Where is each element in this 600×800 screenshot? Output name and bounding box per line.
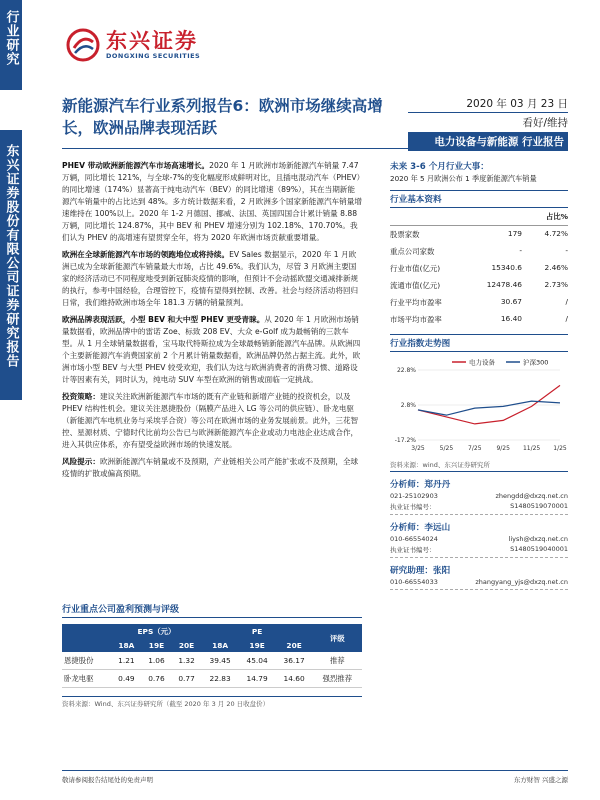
logo-mark-icon <box>66 28 100 62</box>
year-header: 18A <box>111 639 141 652</box>
basic-info-k: 行业平均市盈率 <box>390 298 442 307</box>
basic-info-v1: 16.40 <box>500 314 522 323</box>
paragraph: 风险提示：欧洲新能源汽车销量或不及预期，产业链相关公司产能扩张或不及预期，全球疫情的扩散或偏高预期。 <box>62 457 359 478</box>
basic-info-k: 流通市值(亿元) <box>390 281 441 290</box>
logo-cn: 东兴证券 <box>106 29 198 53</box>
forecast-value: 36.17 <box>276 652 313 670</box>
forecast-value: 14.79 <box>239 670 276 688</box>
col-company <box>62 624 111 652</box>
y-tick-label: -17.2% <box>394 437 416 444</box>
basic-info-row <box>390 243 568 260</box>
analyst-contact <box>390 492 568 500</box>
analyst-block <box>390 521 568 558</box>
basic-info-row <box>390 226 568 243</box>
report-title: 新能源汽车行业系列报告6：欧洲市场继续高增长，欧洲品牌表现活跃 <box>62 97 383 137</box>
header-divider <box>62 148 568 149</box>
basic-info-v2: 2.73% <box>544 280 568 289</box>
x-tick-label: 1/25 <box>553 445 567 452</box>
sidebar-info <box>390 160 568 590</box>
y-tick-label: 2.8% <box>400 402 416 409</box>
table-row <box>62 670 362 688</box>
logo-en: DONGXING SECURITIES <box>106 52 201 60</box>
analyst-name: 研究助理：张阳 <box>390 566 451 576</box>
forecast-value: 0.49 <box>111 670 141 688</box>
analyst-cert-no: S1480519070001 <box>510 502 568 510</box>
basic-info-k: 重点公司家数 <box>390 247 435 256</box>
basic-info-v1: - <box>519 246 522 255</box>
side-label-top: 行业研究 <box>0 0 22 90</box>
series-line-industry <box>418 385 560 424</box>
basic-info-title: 行业基本资料 <box>390 190 568 208</box>
company-logo <box>66 28 200 62</box>
forecast-value: 0.76 <box>141 670 171 688</box>
analyst-cert-label: 执业证书编号： <box>390 503 436 511</box>
basic-info-row <box>390 294 568 311</box>
analyst-name: 分析师：李远山 <box>390 523 451 533</box>
forecast-value: 39.45 <box>202 652 239 670</box>
basic-info-v2: 2.46% <box>544 263 568 272</box>
forecast-table <box>62 624 362 688</box>
report-type: 电力设备与新能源 行业报告 <box>408 132 568 151</box>
company-rating: 强烈推荐 <box>313 670 362 688</box>
basic-info-v2: / <box>565 297 568 306</box>
report-date: 2020 年 03 月 23 日 <box>408 96 568 113</box>
basic-info-k: 股票家数 <box>390 230 420 239</box>
basic-info-k: 市场平均市盈率 <box>390 315 442 324</box>
series-line-index <box>418 401 560 415</box>
analyst-contact <box>390 578 568 586</box>
basic-info-v1: 12478.46 <box>486 280 522 289</box>
year-header: 18A <box>202 639 239 652</box>
analyst-cert <box>390 545 568 554</box>
side-label-bottom: 东兴证券股份有限公司证券研究报告 <box>0 130 22 400</box>
x-tick-label: 5/25 <box>439 445 454 452</box>
y-tick-label: 22.8% <box>396 367 416 374</box>
x-tick-label: 9/25 <box>496 445 510 452</box>
analyst-name: 分析师：郑丹丹 <box>390 480 451 490</box>
company-name: 卧龙电驱 <box>62 670 111 688</box>
paragraph: 欧洲在全球新能源汽车市场的领跑地位或将持续。EV Sales 数据显示，2020 年 1 月欧洲已成为全球新能源汽车销量最大市场，占比 49.6%。我们认为，尽管 3 月欧洲主要国家的经济活动已不同程度地受到新冠肺炎疫情的影响，但预计不会动摇欧盟交通减排新规的执行，参考中国经验，合理管控下，疫情有望得到控制、改善。社会与经济活动将回归日常，我们维持欧洲市场全年 181.3 万辆的销量预判。 <box>62 250 359 307</box>
report-meta <box>408 96 568 151</box>
col-pe: PE <box>202 624 313 639</box>
forecast-value: 14.60 <box>276 670 313 688</box>
basic-info-v1: 30.67 <box>500 297 522 306</box>
x-tick-label: 7/25 <box>468 445 482 452</box>
index-chart-svg <box>390 356 568 456</box>
analyst-block <box>390 478 568 515</box>
analyst-phone: 021-25102903 <box>390 492 438 500</box>
basic-info-v1: 179 <box>507 229 522 238</box>
analyst-cert-label: 执业证书编号： <box>390 546 436 554</box>
analyst-contact <box>390 535 568 543</box>
basic-info-v2: - <box>565 246 568 255</box>
table-row <box>62 652 362 670</box>
paragraph: 投资策略：建议关注欧洲新能源汽车市场的既有产业链和新增产业链的投资机会，以及 PHEV 结构性机会。建议关注恩捷股份（隔膜产品进入 LG 等公司的供应链）、卧龙电驱（新能源汽车电机业务与采埃孚合资）等公司在欧洲市场的业务发展前景。此外，三花智控、星源材质、宁德时代比前均公告已与欧洲新能源汽车企业或动力电池企业达成合作，进入其供应体系，亦有望受益欧洲市场的快速发展。 <box>62 392 359 449</box>
x-tick-label: 11/25 <box>522 445 541 452</box>
analyst-email[interactable]: zhengdd@dxzq.net.cn <box>495 492 568 500</box>
x-tick-label: 3/25 <box>411 445 425 452</box>
basic-info-header <box>390 208 568 226</box>
year-header: 20E <box>172 639 202 652</box>
legend-label-industry: 电力设备 <box>469 358 495 367</box>
analyst-cert-no: S1480519040001 <box>510 545 568 553</box>
analyst-phone: 010-66554024 <box>390 535 438 543</box>
company-rating: 推荐 <box>313 652 362 670</box>
footer-divider <box>62 770 568 771</box>
forecast-value: 1.06 <box>141 652 171 670</box>
main-text <box>62 160 362 485</box>
basic-info-table <box>390 226 568 328</box>
trend-heading: 未来 3-6 个月行业大事： <box>390 162 489 172</box>
legend-label-index: 沪深300 <box>523 358 549 367</box>
col-rating: 评级 <box>313 624 362 652</box>
forecast-body <box>62 652 362 688</box>
forecast-value: 1.32 <box>172 652 202 670</box>
paragraph: PHEV 带动欧洲新能源汽车市场高速增长。2020 年 1 月欧洲市场新能源汽车销量 7.47 万辆，同比增长 121%，与全球-7%的变化幅度形成鲜明对比，且插电混动汽车（PHEV）的同比增速（174%）显著高于纯电动汽车（BEV）的同比增速（89%），其在当期新能源汽车销量中的占比达到 48%。多方统计数据来看，2 月欧洲多个国家新能源汽车销量增速维持在 100%以上。2020 年 1-2 月德国、挪威、法国、英国四国合计累计销量 8.88 万辆，同比增长 124.87%，其中 BEV 和 PHEV 增速分别为 102.18%、170.70%。我们认为 PHEV 的高增速有望贯穿全年，将为 2020 年欧洲市场贡献重要增量。 <box>62 161 362 242</box>
forecast-title: 行业重点公司盈利预测与评级 <box>62 602 362 618</box>
chart-source: 资料来源：wind、东兴证券研究所 <box>390 460 568 472</box>
analyst-email[interactable]: zhangyang_yjs@dxzq.net.cn <box>475 578 568 586</box>
analyst-cert <box>390 502 568 511</box>
year-header: 19E <box>141 639 171 652</box>
basic-info-row <box>390 311 568 328</box>
index-chart-title: 行业指数走势图 <box>390 334 568 352</box>
basic-info-v1: 15340.6 <box>491 263 522 272</box>
pct-header: 占比% <box>545 212 568 221</box>
footer-disclaimer: 敬请参阅报告结尾处的免责声明 <box>62 776 153 784</box>
company-name: 恩捷股份 <box>62 652 111 670</box>
forecast-value: 1.21 <box>111 652 141 670</box>
basic-info-row <box>390 260 568 277</box>
basic-info-v2: 4.72% <box>544 229 568 238</box>
col-eps: EPS（元） <box>111 624 201 639</box>
footer-slogan: 东方财智 兴盛之源 <box>513 776 568 784</box>
forecast-value: 22.83 <box>202 670 239 688</box>
forecast-source: 资料来源：Wind、东兴证券研究所（截至 2020 年 3 月 20 日收盘价） <box>62 696 362 708</box>
analyst-email[interactable]: liysh@dxzq.net.cn <box>508 535 568 543</box>
paragraph: 欧洲品牌表现活跃，小型 BEV 和大中型 PHEV 更受青睐。从 2020 年 1 月欧洲市场销量数据看，欧洲品牌中的雷诺 Zoe、标致 208 EV、大众 e-Golf 成为最畅销的三款车型。从 1 月全球销量数据看，宝马取代特斯拉成为全球最畅销新能源汽车品牌。从欧洲四个主要新能源汽车消费国家前 2 个月累计销量数据看，欧洲品牌仍然占据主流。此外，欧洲市场小型 BEV 与大型 PHEV 较受欢迎，我们认为这与欧洲消费者的消费习惯、道路设计等因素有关，同时认为，纯电动 SUV 车型在欧洲的销售或面临一定挑战。 <box>62 315 361 384</box>
basic-info-row <box>390 277 568 294</box>
year-header: 19E <box>239 639 276 652</box>
year-header: 20E <box>276 639 313 652</box>
basic-info-k: 行业市值(亿元) <box>390 264 441 273</box>
basic-info-v2: / <box>565 314 568 323</box>
forecast-value: 45.04 <box>239 652 276 670</box>
analyst-phone: 010-66554033 <box>390 578 438 586</box>
trend-text: 2020 年 5 月欧洲公布 1 季度新能源汽车销量 <box>390 174 537 183</box>
report-rating: 看好/维持 <box>522 117 568 129</box>
index-chart <box>390 356 568 458</box>
analyst-block <box>390 564 568 590</box>
analyst-list <box>390 478 568 590</box>
forecast-value: 0.77 <box>172 670 202 688</box>
